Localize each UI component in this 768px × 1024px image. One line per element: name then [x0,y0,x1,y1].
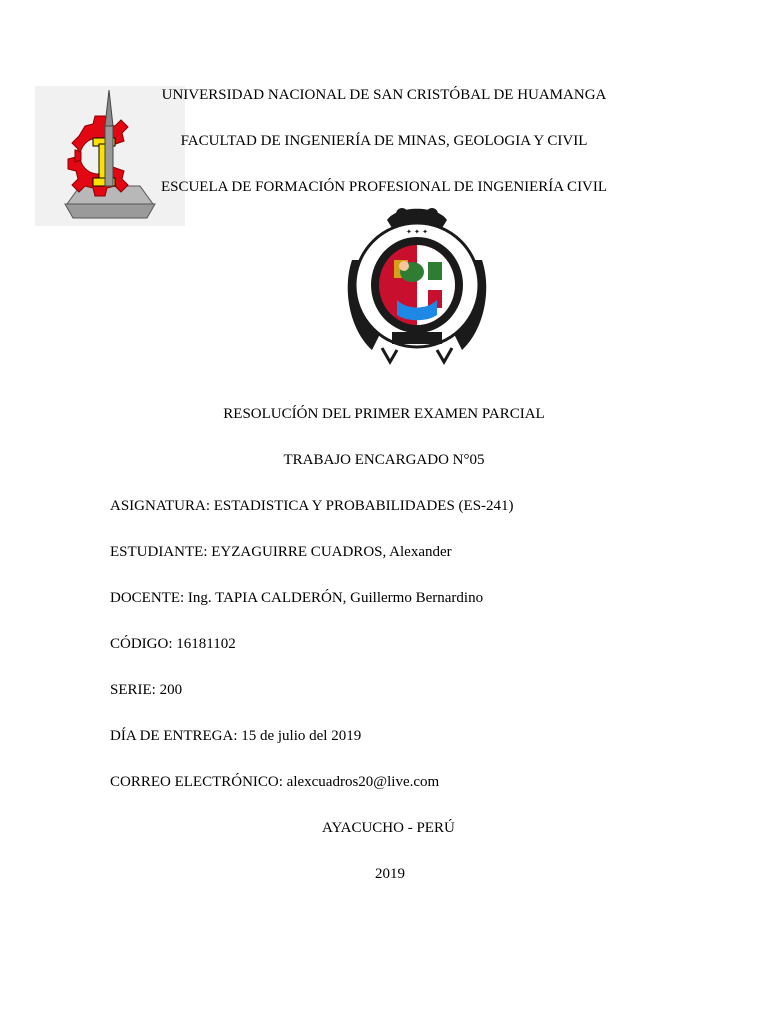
gear-tower-icon [35,86,185,226]
document-subtitle: TRABAJO ENCARGADO N°05 [283,452,485,468]
field-subject: ASIGNATURA: ESTADISTICA Y PROBABILIDADES (ES-241) [110,498,514,514]
field-student: ESTUDIANTE: EYZAGUIRRE CUADROS, Alexander [110,544,452,560]
engineering-faculty-logo [35,86,185,226]
field-teacher: DOCENTE: Ing. TAPIA CALDERÓN, Guillermo Bernardino [110,590,484,606]
year: 2019 [375,866,405,882]
faculty-name: FACULTAD DE INGENIERÍA DE MINAS, GEOLOGIA Y CIVIL [180,133,588,149]
field-code: CÓDIGO: 16181102 [110,636,236,652]
document-title: RESOLUCÍÓN DEL PRIMER EXAMEN PARCIAL [223,406,545,422]
eagle-shield-icon [342,200,492,368]
university-name: UNIVERSIDAD NACIONAL DE SAN CRISTÓBAL DE HUAMANGA [161,87,607,103]
place: AYACUCHO - PERÚ [322,820,455,836]
field-delivery-date: DÍA DE ENTREGA: 15 de julio del 2019 [110,728,362,744]
school-name: ESCUELA DE FORMACIÓN PROFESIONAL DE INGENIERÍA CIVIL [160,179,608,195]
field-email: CORREO ELECTRÓNICO: alexcuadros20@live.com [110,774,440,790]
university-coat-of-arms [342,200,492,368]
field-series: SERIE: 200 [110,682,183,698]
svg-text:✦ ✦ ✦: ✦ ✦ ✦ [405,228,429,236]
